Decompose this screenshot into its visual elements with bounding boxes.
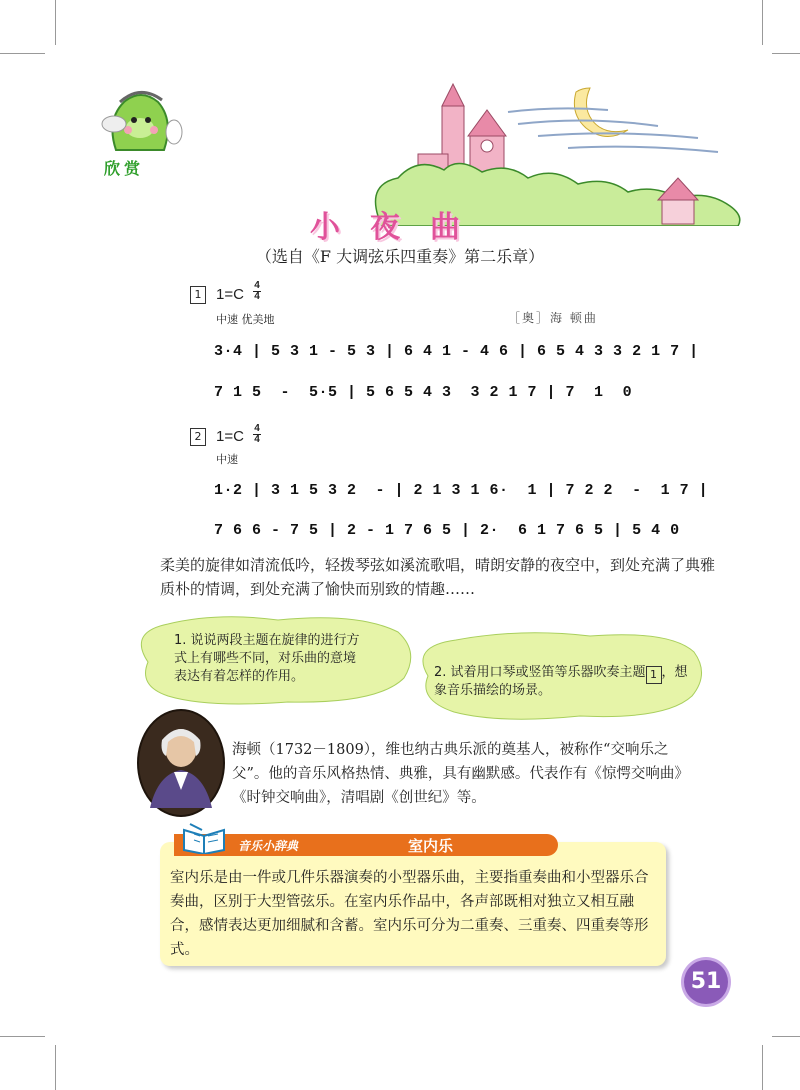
notation-line: 7 1 5 - 5·5 | 5 6 5 4 3 3 2 1 7 | 7 1 0 bbox=[214, 384, 633, 401]
mascot-icon bbox=[96, 80, 186, 160]
composer-biography: 海顿（1732－1809），维也纳古典乐派的奠基人，被称作“交响乐之父”。他的音乐风格热情、典雅，具有幽默感。代表作有《惊愕交响曲》《时钟交响曲》，清唱剧《创世纪》等。 bbox=[232, 742, 689, 806]
haydn-portrait bbox=[136, 708, 226, 818]
key-signature: 1=C bbox=[216, 428, 244, 445]
crop-mark bbox=[55, 1045, 56, 1090]
time-top: 4 bbox=[254, 423, 260, 434]
theme-number-box: 1 bbox=[646, 666, 662, 684]
time-signature bbox=[253, 424, 261, 445]
dictionary-text: 室内乐是由一件或几件乐器演奏的小型器乐曲，主要指重奏曲和小型器乐合奏曲，区别于大型管弦乐。在室内乐作品中，各声部既相对独立又相互融合，感情表达更加细腻和含蓄。室内乐可分为二重奏、三重奏、四重奏等形式。 bbox=[170, 870, 649, 958]
section-label: 欣赏 bbox=[104, 159, 145, 178]
crop-mark bbox=[0, 1036, 45, 1037]
question-2-text bbox=[434, 664, 696, 700]
description-paragraph: 柔美的旋律如清流低吟，轻拨琴弦如溪流歌唱，晴朗安静的夜空中，到处充满了典雅质朴的情调，到处充满了愉快而别致的情趣…… bbox=[160, 556, 716, 598]
question-2-suffix: ，想象音乐描绘的场景。 bbox=[434, 665, 688, 698]
time-signature bbox=[253, 281, 261, 302]
dictionary-label: 音乐小辞典 bbox=[238, 839, 299, 853]
crop-mark bbox=[772, 1036, 800, 1037]
dictionary-banner bbox=[174, 834, 558, 856]
tempo-marking: 中速 优美地 bbox=[216, 313, 275, 326]
question-1-text: 1. 说说两段主题在旋律的进行方式上有哪些不同，对乐曲的意境表达有着怎样的作用。 bbox=[174, 633, 360, 684]
crop-mark bbox=[762, 0, 763, 45]
page-title: 小夜曲 bbox=[310, 210, 490, 245]
crop-mark bbox=[772, 53, 800, 54]
notation-line: 1·2 | 3 1 5 3 2 - | 2 1 3 1 6· 1 | 7 2 2 - 1 7 | bbox=[214, 482, 709, 499]
theme-number-box: 2 bbox=[190, 428, 206, 446]
time-top: 4 bbox=[254, 280, 260, 291]
page-subtitle: （选自《F 大调弦乐四重奏》第二乐章） bbox=[255, 247, 545, 266]
question-2-prefix: 2. 试着用口琴或竖笛等乐器吹奏主题 bbox=[434, 665, 646, 680]
time-bottom: 4 bbox=[254, 291, 260, 302]
page-number-badge: 51 bbox=[684, 960, 728, 1004]
tempo-marking: 中速 bbox=[216, 453, 238, 466]
book-icon bbox=[180, 820, 228, 854]
key-signature: 1=C bbox=[216, 286, 244, 303]
crop-mark bbox=[762, 1045, 763, 1090]
dictionary-title: 室内乐 bbox=[408, 837, 454, 855]
notation-line: 3·4 | 5 3 1 - 5 3 | 6 4 1 - 4 6 | 6 5 4 3 3 2 1 7 | bbox=[214, 343, 699, 360]
crop-mark bbox=[0, 53, 45, 54]
time-bottom: 4 bbox=[254, 434, 260, 445]
crop-mark bbox=[55, 0, 56, 45]
composer-credit: ［奥］海 顿曲 bbox=[508, 311, 598, 325]
theme-number-box: 1 bbox=[190, 286, 206, 304]
notation-line: 7 6 6 - 7 5 | 2 - 1 7 6 5 | 2· 6 1 7 6 5 | 5 4 0 bbox=[214, 522, 680, 539]
